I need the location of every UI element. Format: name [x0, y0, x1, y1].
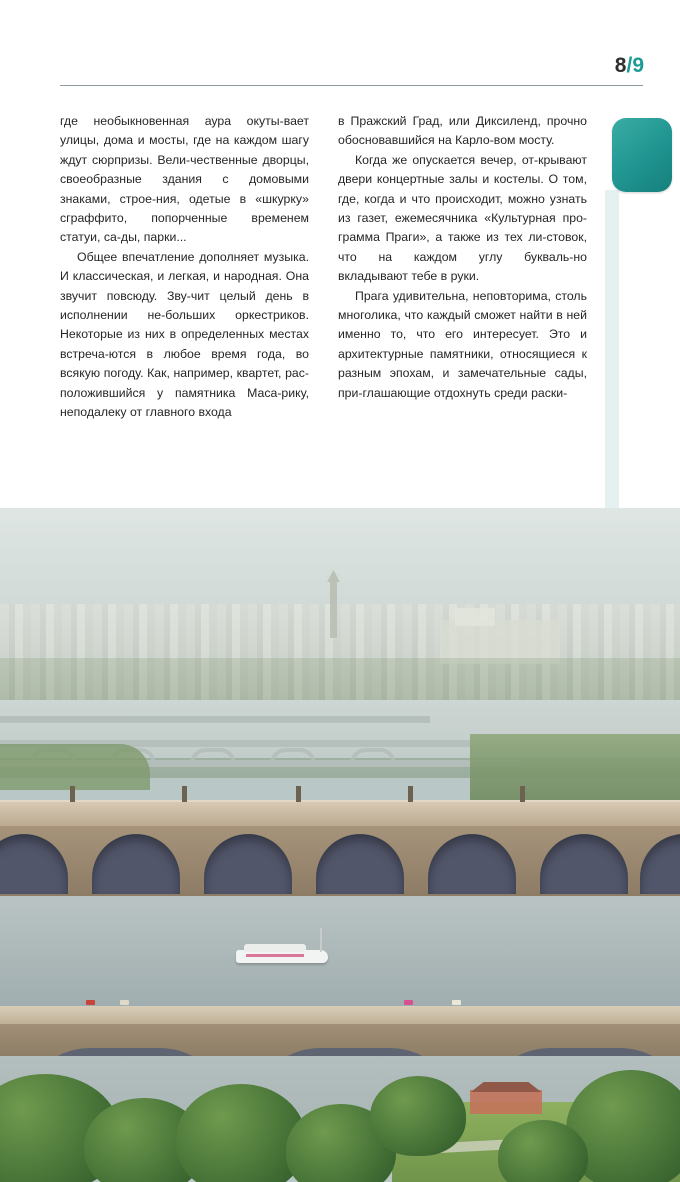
page-header: [0, 0, 680, 92]
text-column-right: [338, 112, 587, 423]
photo-bridge-statue: [520, 786, 525, 802]
photo-distant-bridge: [0, 716, 430, 723]
photo-car: [86, 1000, 95, 1005]
header-divider-rule: [60, 85, 643, 86]
photo-church-tower: [330, 580, 337, 638]
photo-bridge-arch: [270, 748, 316, 764]
photo-tree: [176, 1084, 306, 1182]
photo-car: [452, 1000, 461, 1005]
text-columns: [60, 112, 646, 423]
paragraph: где необыкновенная аура окуты-вает улицы, дома и мосты, где на каждом шагу ждут сюрпризы. Вели-чественные дворцы, своеобразные здания с домовыми знаками, строе-ния, одетые в «шкурку» сграффито, попорченные временем статуи, са-ды, парки...: [60, 114, 309, 245]
photo-boat-cabin: [244, 944, 306, 952]
folio-right-number: 9: [632, 54, 644, 77]
photo-boat-mast: [320, 928, 322, 952]
photo-foreground-trees: [0, 1068, 680, 1182]
photo-bridge-arch: [190, 748, 236, 764]
photo-bridge-statue: [296, 786, 301, 802]
photo-right-bank-hill: [470, 734, 680, 804]
photo-tree: [370, 1076, 466, 1156]
margin-strip: [605, 190, 619, 510]
paragraph: Когда же опускается вечер, от-крывают двери концертные залы и костелы. О том, где, когда и что происходит, можно узнать из газет, ежемесячника «Культурная про-грамма Праги», а также из тех ли-стовок, что на каждом углу букваль-но вкладывают тебе в руки.: [338, 152, 587, 284]
photo-vltava-river: [0, 896, 680, 1011]
photo-bridge-deck: [0, 800, 680, 828]
photo-bridge-statue: [182, 786, 187, 802]
folio-left-number: 8: [614, 54, 627, 77]
folio-separator: /: [626, 54, 633, 77]
photo-car: [120, 1000, 129, 1005]
photo-tour-boat: [236, 942, 328, 964]
photo-boat-stripe: [246, 954, 304, 957]
photo-charles-bridge: [0, 800, 680, 896]
paragraph: Прага удивительна, неповторима, столь многолика, что каждый сможет найти в ней именно то, что его интересует. Это и архитектурные памятники, относящиеся к разным эпохам, и замечательные сады, при-глашающие отдохнуть среди раски-: [338, 288, 587, 400]
photo-bridge-statue: [70, 786, 75, 802]
photo-car: [404, 1000, 413, 1005]
prague-photo: [0, 508, 680, 1182]
photo-bridge-statue: [408, 786, 413, 802]
photo-bridge-arch: [350, 748, 396, 764]
teal-tab-marker: [612, 118, 672, 192]
page-number-folio: [615, 55, 644, 76]
photo-left-bank-trees: [0, 744, 150, 790]
paragraph: Общее впечатление дополняет музыка. И классическая, и легкая, и народная. Она звучит повсюду. Зву-чит целый день в исполнении не-больших оркестриков. Некоторые из них в определенных местах встреча-ются в любое время года, во всякую погоду. Как, например, квартет, рас-положившийся у памятника Маса-рику, неподалеку от главного входа: [60, 249, 309, 420]
text-column-left: [60, 112, 309, 423]
paragraph: в Пражский Град, или Диксиленд, прочно обосновавшийся на Карло-вом мосту.: [338, 114, 587, 148]
photo-lower-bridge-deck: [0, 1006, 680, 1026]
photo-hilltop-building-top: [455, 608, 495, 626]
